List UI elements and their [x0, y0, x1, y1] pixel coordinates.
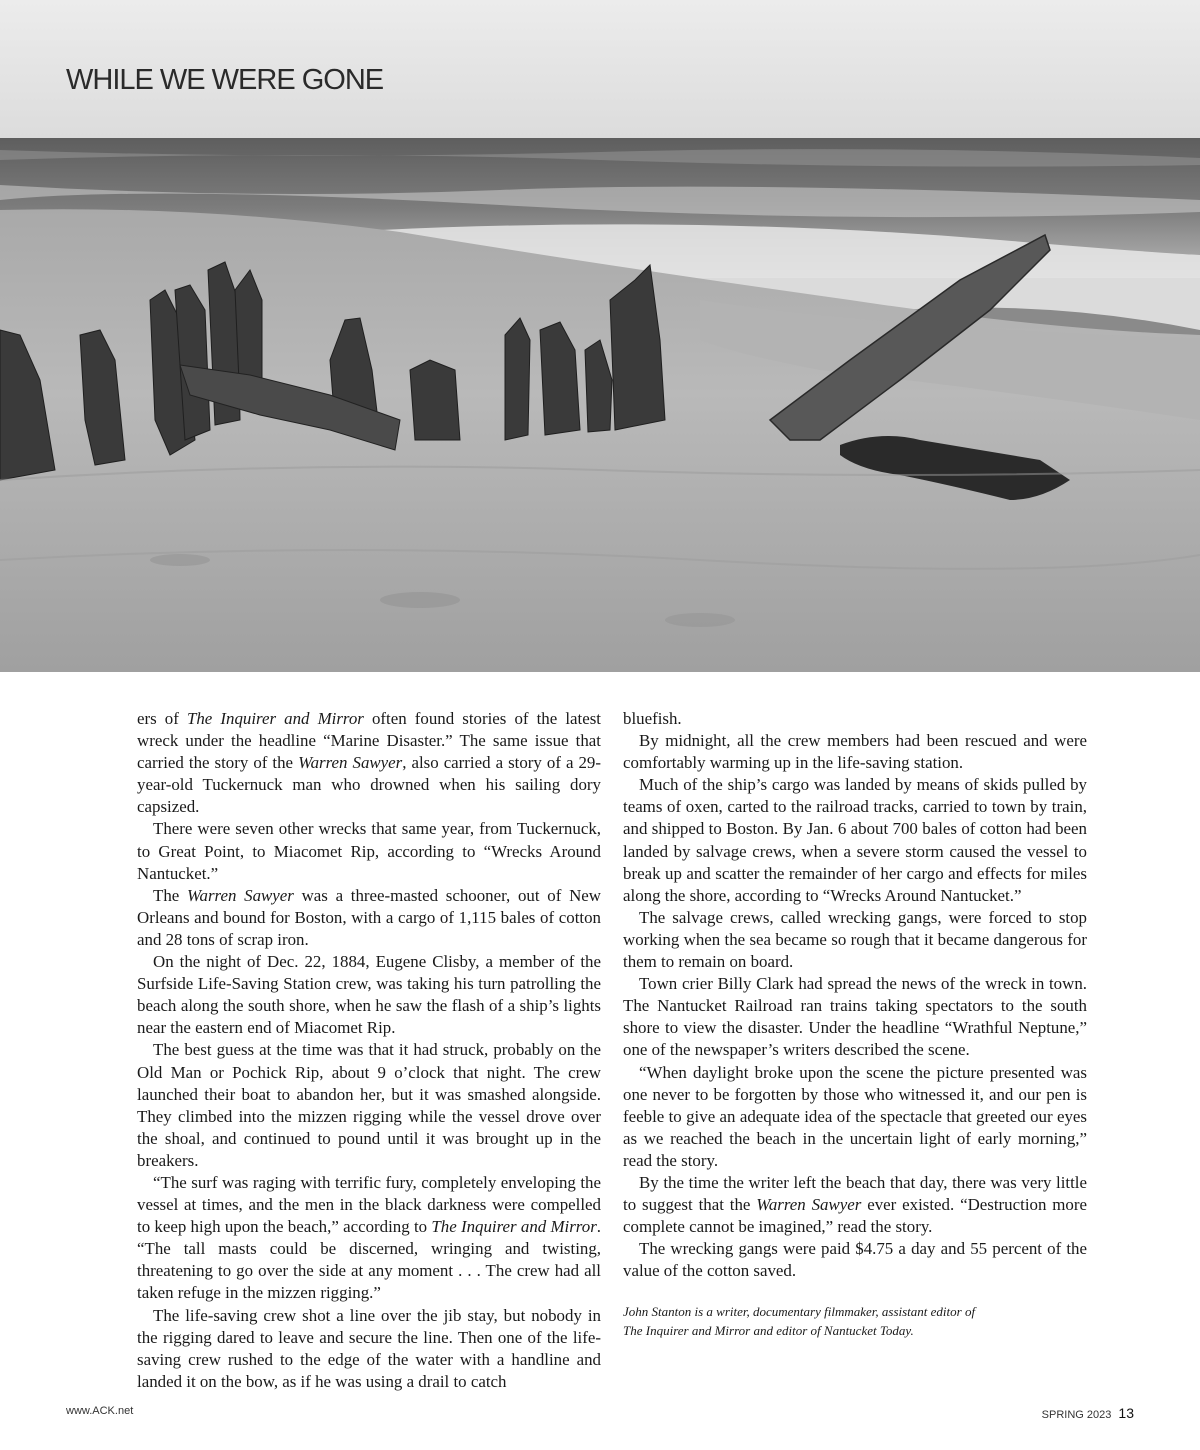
article-paragraph: The Warren Sawyer was a three-masted schooner, out of New Orleans and bound for Boston, with a cargo of 1,115 bales of cotton and 28 tons of scrap iron.	[137, 885, 601, 949]
shipwreck-photo	[0, 0, 1200, 672]
italic-title: The Inquirer and Mirror	[186, 709, 364, 728]
article-column-left	[137, 708, 601, 1393]
italic-title: Warren Sawyer	[186, 885, 294, 905]
article-paragraph: The best guess at the time was that it had struck, probably on the Old Man or Pochick Rip, about 9 o’clock that night. The crew launched their boat to abandon her, but it was smashed alongside. They climbed into the mizzen rigging while the vessel drove over the shoal, and continued to pound until it was brought up in the breakers.	[137, 1040, 601, 1170]
article-paragraph: ers of The Inquirer and Mirror often found stories of the latest wreck under the headline “Marine Disaster.” The same issue that carried the story of the Warren Sawyer, also carried a story of a 29-year-old Tuckernuck man who drowned when his sailing dory capsized.	[137, 709, 601, 817]
article-paragraph: On the night of Dec. 22, 1884, Eugene Clisby, a member of the Surfside Life-Saving Station crew, was taking his turn patrolling the beach along the south shore, when he saw the flash of a ship’s lights near the eastern end of Miacomet Rip.	[137, 952, 601, 1038]
article-paragraph: The life-saving crew shot a line over the jib stay, but nobody in the rigging dared to leave and secure the line. Then one of the life-saving crew rushed to the edge of the water with a handline and landed it on the bow, as if he was using a drail to catch	[137, 1305, 601, 1391]
italic-title: Warren Sawyer	[298, 753, 403, 773]
article-paragraph: Town crier Billy Clark had spread the news of the wreck in town. The Nantucket Railroad ran trains taking spectators to the south shore to view the disaster. Under the headline “Wrathful Neptune,” one of the newspaper’s writers described the scene.	[623, 974, 1087, 1060]
article-column-right	[623, 708, 1087, 1340]
article-paragraph: Much of the ship’s cargo was landed by means of skids pulled by teams of oxen, carted to the railroad tracks, carried to town by train, and shipped to Boston. By Jan. 6 about 700 bales of cotton had been landed by salvage crews, when a severe storm caused the vessel to break up and scatter the remainder of her cargo and effects for miles along the shore, according to “Wrecks Around Nantucket.”	[623, 775, 1087, 905]
shipwreck-illustration	[0, 0, 1200, 672]
author-bio-line-1: John Stanton is a writer, documentary filmmaker, assistant editor of	[623, 1304, 976, 1320]
article-paragraph: By the time the writer left the beach that day, there was very little to suggest that the Warren Sawyer ever existed. “Destruction more complete cannot be imagined,” read the story.	[623, 1172, 1087, 1237]
article-paragraph: “When daylight broke upon the scene the picture presented was one never to be forgotten by those who witnessed it, and our pen is feeble to give an adequate idea of the spectacle that greeted our eyes as we reached the beach in the uncertain light of early morning,” read the story.	[623, 1062, 1087, 1170]
article-paragraph: The salvage crews, called wrecking gangs, were forced to stop working when the sea became so rough that it became dangerous for them to remain on board.	[623, 907, 1087, 972]
article-paragraph: “The surf was raging with terrific fury, completely enveloping the vessel at times, and the men in the black darkness were compelled to keep high upon the beach,” according to The Inquirer and Mirror. “The tall masts could be discerned, wringing and twisting, threatening to go over the side at any moment . . . The crew had all taken refuge in the mizzen rigging.”	[137, 1172, 602, 1303]
article-paragraph: The wrecking gangs were paid $4.75 a day and 55 percent of the value of the cotton saved.	[623, 1239, 1087, 1281]
article-paragraph: By midnight, all the crew members had been rescued and were comfortably warming up in the life-saving station.	[623, 731, 1087, 773]
page-number: 13	[1118, 1405, 1134, 1421]
italic-title: The Inquirer and Mirror	[431, 1217, 597, 1237]
author-bio-line-2: The Inquirer and Mirror and editor of Nantucket Today.	[623, 1323, 914, 1339]
author-bio	[623, 1302, 1087, 1340]
section-title: WHILE WE WERE GONE	[66, 64, 384, 96]
article-paragraph: There were seven other wrecks that same year, from Tuckernuck, to Great Point, to Miacomet Rip, according to “Wrecks Around Nantucket.”	[137, 819, 601, 883]
website-url: www.ACK.net	[66, 1405, 134, 1417]
article-paragraph: bluefish.	[623, 709, 682, 728]
page-folio	[1042, 1405, 1134, 1421]
italic-title: Warren Sawyer	[756, 1195, 862, 1215]
issue-label: SPRING 2023	[1041, 1409, 1112, 1421]
